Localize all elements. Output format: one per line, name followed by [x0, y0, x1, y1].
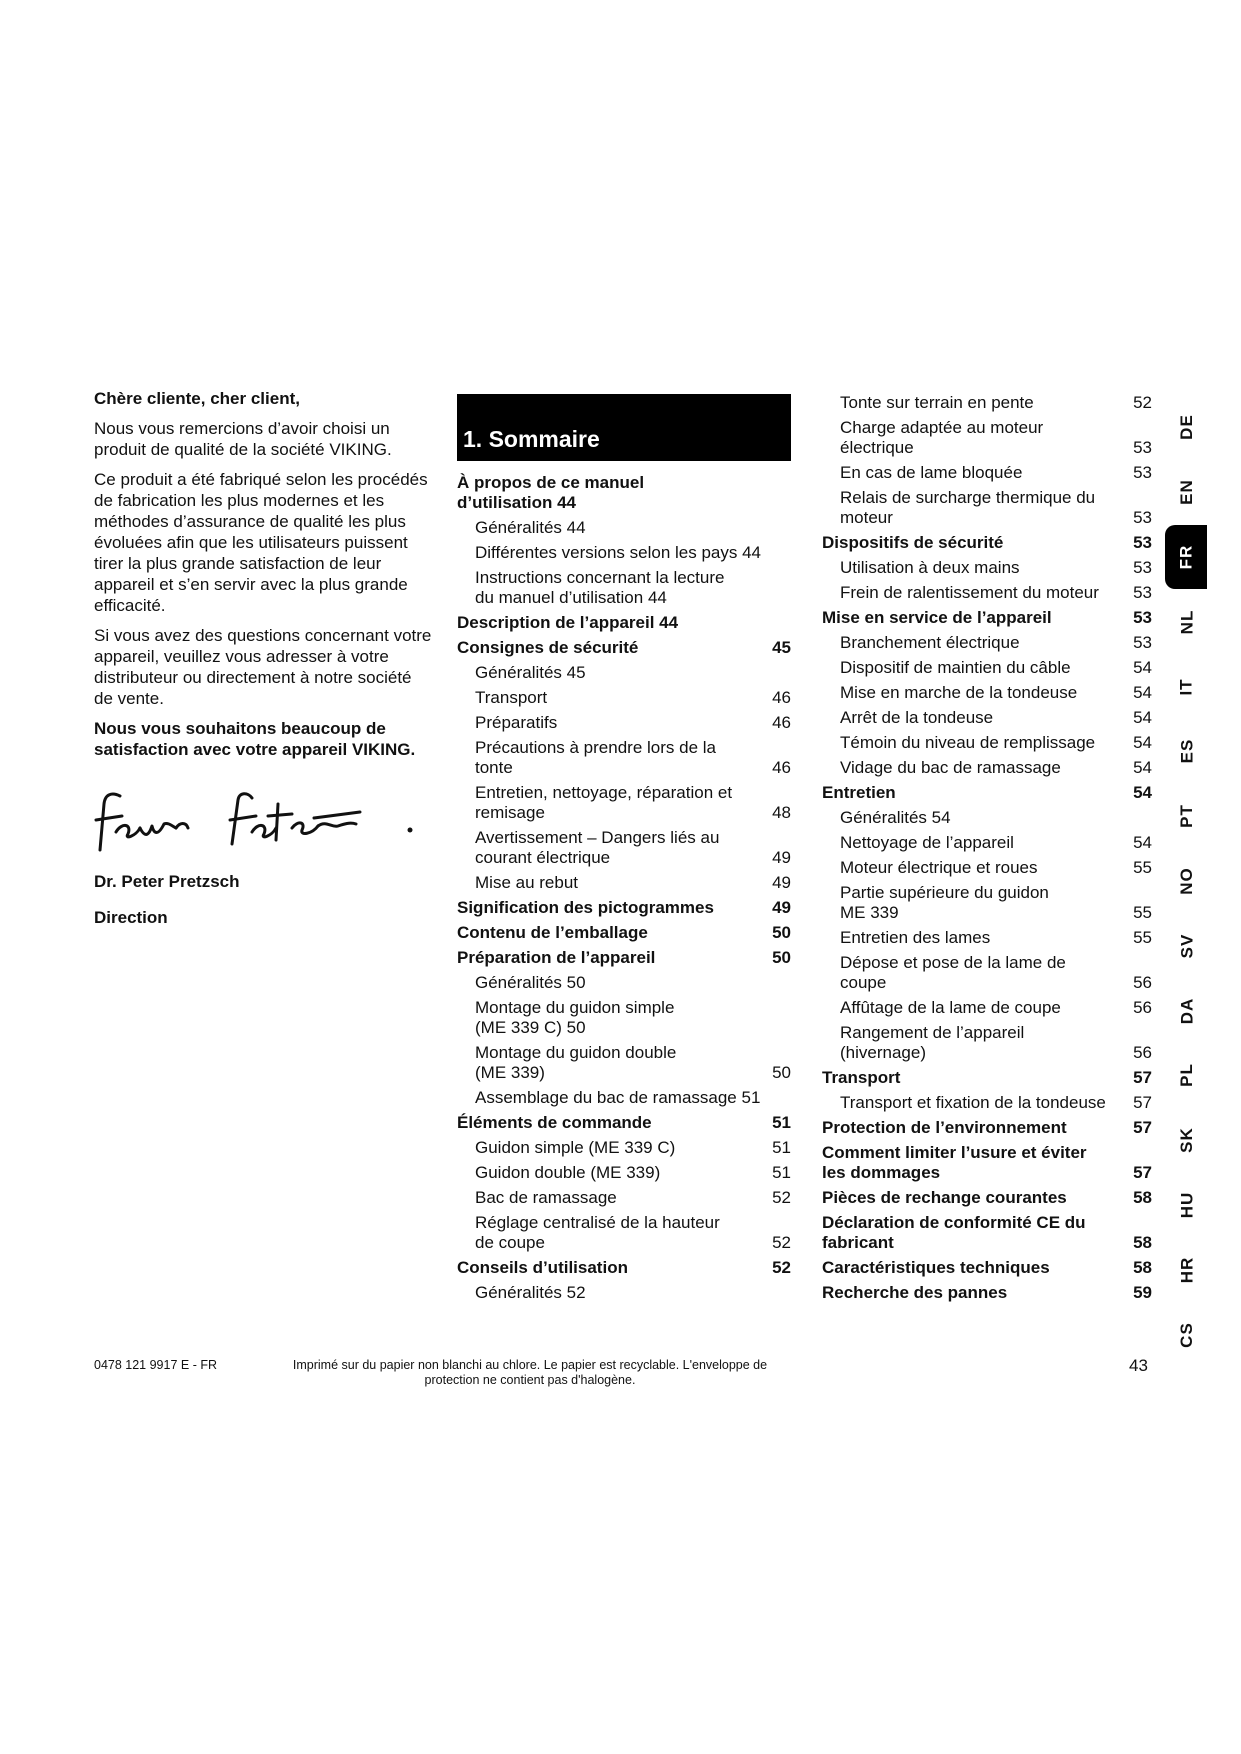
toc-entry-page: 54 [1133, 683, 1152, 702]
toc-column-middle [457, 394, 791, 1308]
language-tab-label: HU [1177, 1191, 1196, 1219]
toc-subsection-entry [457, 998, 791, 1038]
language-tab-pt [1167, 784, 1207, 849]
toc-entry-title: Protection de l’environnement [822, 1118, 1067, 1137]
toc-entry-page: 50 [772, 1063, 791, 1082]
toc-entry-title: Guidon simple (ME 339 C) [475, 1138, 676, 1157]
toc-entry-title: Affûtage de la lame de coupe [840, 998, 1061, 1017]
toc-subsection-entry [822, 708, 1152, 728]
toc-entry-title: Généralités 50 [475, 973, 586, 992]
language-tab-label: NO [1177, 867, 1196, 895]
toc-entry-title: Avertissement – Dangers liés au courant électrique [475, 828, 720, 867]
toc-subsection-entry [457, 1138, 791, 1158]
toc-section-entry [457, 923, 791, 943]
letter-closing: Nous vous souhaitons beaucoup de satisfaction avec votre appareil VIKING. [94, 719, 416, 759]
toc-entry-title: Guidon double (ME 339) [475, 1163, 661, 1182]
toc-entry-page: 54 [1133, 833, 1152, 852]
toc-subsection-entry [822, 858, 1152, 878]
toc-entry-title: Mise en marche de la tondeuse [840, 683, 1078, 702]
toc-entry-title: Mise au rebut [475, 873, 578, 892]
toc-subsection-entry [822, 583, 1152, 603]
toc-entry-page: 53 [1133, 438, 1152, 457]
language-tab-label: IT [1176, 678, 1196, 696]
language-tab-it [1167, 654, 1207, 719]
toc-entry-page: 59 [1133, 1283, 1152, 1302]
toc-entry-page: 53 [1133, 463, 1152, 482]
document-code: 0478 121 9917 E - FR [94, 1358, 217, 1372]
toc-subsection-entry [457, 1283, 791, 1303]
toc-entry-title: Nettoyage de l’appareil [840, 833, 1014, 852]
toc-entry-page: 57 [1133, 1093, 1152, 1112]
toc-entry-title: Dispositif de maintien du câble [840, 658, 1071, 677]
toc-section-entry [457, 1113, 791, 1133]
toc-entry-title: Déclaration de conformité CE du fabricant [822, 1213, 1086, 1252]
language-tab-nl [1167, 589, 1207, 654]
language-tab-hr [1167, 1237, 1207, 1302]
toc-entry-page: 55 [1133, 858, 1152, 877]
toc-section-entry [457, 613, 791, 633]
signer-name: Dr. Peter Pretzsch [94, 872, 240, 891]
toc-subsection-entry [822, 928, 1152, 948]
toc-subsection-entry [457, 663, 791, 683]
toc-subsection-entry [457, 568, 791, 608]
toc-entry-title: Différentes versions selon les pays 44 [475, 543, 762, 562]
toc-entry-page: 52 [1133, 393, 1152, 412]
toc-entry-title: Caractéristiques techniques [822, 1258, 1050, 1277]
paper-note: Imprimé sur du papier non blanchi au chlore. Le papier est recyclable. L'enveloppe de protection ne contient pas d'halogène. [292, 1358, 768, 1387]
toc-column-right [822, 393, 1152, 1308]
toc-entry-title: Moteur électrique et roues [840, 858, 1038, 877]
toc-entry-title: Description de l’appareil 44 [457, 613, 679, 632]
toc-subsection-entry [457, 1188, 791, 1208]
toc-subsection-entry [457, 1213, 791, 1253]
toc-entry-page: 53 [1133, 633, 1152, 652]
toc-subsection-entry [822, 683, 1152, 703]
toc-entry-title: Mise en service de l’appareil [822, 608, 1052, 627]
toc-entry-title: Dépose et pose de la lame de coupe [840, 953, 1066, 992]
toc-subsection-entry [457, 1163, 791, 1183]
toc-title: 1. Sommaire [457, 394, 791, 461]
toc-entry-title: Recherche des pannes [822, 1283, 1008, 1302]
toc-subsection-entry [457, 713, 791, 733]
language-tab-sv [1167, 913, 1207, 978]
toc-entry-title: Dispositifs de sécurité [822, 533, 1004, 552]
toc-entry-title: Signification des pictogrammes [457, 898, 714, 917]
toc-entry-page: 54 [1133, 658, 1152, 677]
toc-entry-page: 58 [1133, 1188, 1152, 1207]
toc-section-entry [822, 1258, 1152, 1278]
language-tabs [1167, 395, 1207, 1367]
toc-subsection-entry [822, 833, 1152, 853]
toc-entry-title: Généralités 45 [475, 663, 586, 682]
toc-entry-title: Utilisation à deux mains [840, 558, 1020, 577]
toc-section-entry [822, 1188, 1152, 1208]
toc-entry-title: Consignes de sécurité [457, 638, 639, 657]
toc-list [822, 393, 1152, 1303]
toc-subsection-entry [457, 873, 791, 893]
toc-entry-page: 56 [1133, 973, 1152, 992]
language-tab-label: CS [1177, 1321, 1196, 1348]
toc-section-entry [822, 1143, 1152, 1183]
toc-subsection-entry [822, 808, 1152, 828]
language-tab-label: SK [1177, 1127, 1196, 1153]
toc-entry-page: 48 [772, 803, 791, 822]
toc-entry-title: Contenu de l’emballage [457, 923, 648, 942]
toc-entry-page: 53 [1133, 583, 1152, 602]
toc-subsection-entry [822, 633, 1152, 653]
toc-entry-page: 53 [1133, 508, 1152, 527]
signer-title: Direction [94, 908, 168, 927]
toc-entry-title: Frein de ralentissement du moteur [840, 583, 1099, 602]
language-tab-label: FR [1175, 544, 1195, 570]
toc-entry-title: Préparation de l’appareil [457, 948, 656, 967]
toc-entry-page: 53 [1133, 533, 1152, 552]
page-number: 43 [1129, 1356, 1148, 1375]
toc-entry-title: Témoin du niveau de remplissage [840, 733, 1096, 752]
language-tab-label: EN [1177, 479, 1196, 505]
toc-entry-page: 54 [1133, 783, 1152, 802]
toc-subsection-entry [457, 1088, 791, 1108]
toc-entry-page: 51 [772, 1138, 791, 1157]
toc-entry-page: 52 [772, 1233, 791, 1252]
toc-section-entry [822, 1213, 1152, 1253]
toc-entry-title: Montage du guidon simple (ME 339 C) 50 [475, 998, 675, 1037]
toc-subsection-entry [457, 1043, 791, 1083]
toc-subsection-entry [457, 738, 791, 778]
language-tab-label: ES [1177, 739, 1196, 764]
toc-subsection-entry [822, 758, 1152, 778]
toc-section-entry [822, 533, 1152, 553]
toc-entry-title: Arrêt de la tondeuse [840, 708, 994, 727]
toc-entry-page: 54 [1133, 758, 1152, 777]
toc-entry-page: 53 [1133, 558, 1152, 577]
toc-entry-title: Entretien [822, 783, 896, 802]
toc-entry-title: Transport [475, 688, 548, 707]
toc-entry-page: 46 [772, 688, 791, 707]
toc-entry-page: 58 [1133, 1258, 1152, 1277]
toc-entry-title: Réglage centralisé de la hauteur de coupe [475, 1213, 720, 1252]
toc-subsection-entry [822, 418, 1152, 458]
toc-entry-title: Préparatifs [475, 713, 558, 732]
toc-entry-page: 56 [1133, 1043, 1152, 1062]
toc-subsection-entry [822, 488, 1152, 528]
language-tab-de [1167, 395, 1207, 460]
toc-entry-page: 49 [772, 873, 791, 892]
toc-section-entry [457, 638, 791, 658]
toc-entry-title: Éléments de commande [457, 1113, 652, 1132]
language-tab-fr [1165, 525, 1207, 590]
toc-entry-page: 54 [1133, 708, 1152, 727]
toc-subsection-entry [457, 543, 791, 563]
language-tab-da [1167, 978, 1207, 1043]
toc-entry-title: Entretien, nettoyage, réparation et remisage [475, 783, 733, 822]
toc-entry-page: 53 [1133, 608, 1152, 627]
toc-entry-page: 46 [772, 758, 791, 777]
toc-subsection-entry [822, 463, 1152, 483]
toc-entry-title: Transport et fixation de la tondeuse [840, 1093, 1106, 1112]
toc-entry-title: Instructions concernant la lecture du manuel d’utilisation 44 [475, 568, 725, 607]
language-tab-hu [1167, 1173, 1207, 1238]
toc-entry-page: 51 [772, 1113, 791, 1132]
toc-entry-title: Charge adaptée au moteur électrique [840, 418, 1044, 457]
toc-entry-title: Généralités 54 [840, 808, 951, 827]
toc-entry-page: 55 [1133, 928, 1152, 947]
language-tab-label: SV [1177, 933, 1196, 959]
toc-entry-title: Pièces de rechange courantes [822, 1188, 1067, 1207]
letter-paragraph: Si vous avez des questions concernant votre appareil, veuillez vous adresser à votre distributeur ou directement à notre société de vente. [94, 626, 432, 708]
toc-section-entry [822, 783, 1152, 803]
language-tab-pl [1167, 1043, 1207, 1108]
letter-paragraph: Nous vous remercions d’avoir choisi un produit de qualité de la société VIKING. [94, 419, 392, 459]
toc-entry-title: À propos de ce manuel d’utilisation 44 [457, 473, 645, 512]
toc-subsection-entry [822, 393, 1152, 413]
toc-entry-title: Transport [822, 1068, 901, 1087]
toc-subsection-entry [457, 973, 791, 993]
toc-subsection-entry [457, 828, 791, 868]
toc-entry-page: 56 [1133, 998, 1152, 1017]
language-tab-label: DA [1177, 997, 1196, 1024]
toc-entry-page: 49 [772, 898, 791, 917]
toc-section-entry [822, 1118, 1152, 1138]
language-tab-sk [1167, 1108, 1207, 1173]
toc-section-entry [822, 608, 1152, 628]
toc-entry-page: 52 [772, 1258, 791, 1277]
toc-entry-title: Conseils d’utilisation [457, 1258, 628, 1277]
toc-entry-title: Comment limiter l’usure et éviter les dommages [822, 1143, 1087, 1182]
toc-entry-title: Vidage du bac de ramassage [840, 758, 1061, 777]
toc-entry-title: Tonte sur terrain en pente [840, 393, 1034, 412]
language-tab-label: PL [1176, 1063, 1196, 1088]
language-tab-no [1167, 849, 1207, 914]
toc-subsection-entry [457, 688, 791, 708]
intro-letter [94, 388, 434, 937]
toc-entry-page: 50 [772, 923, 791, 942]
toc-entry-title: Relais de surcharge thermique du moteur [840, 488, 1096, 527]
toc-section-entry [457, 948, 791, 968]
toc-entry-page: 52 [772, 1188, 791, 1207]
toc-entry-page: 54 [1133, 733, 1152, 752]
toc-subsection-entry [457, 518, 791, 538]
toc-entry-title: En cas de lame bloquée [840, 463, 1023, 482]
toc-entry-page: 55 [1133, 903, 1152, 922]
toc-list [457, 473, 791, 1303]
toc-entry-page: 57 [1133, 1068, 1152, 1087]
toc-entry-title: Bac de ramassage [475, 1188, 617, 1207]
toc-section-entry [457, 473, 791, 513]
toc-entry-page: 50 [772, 948, 791, 967]
toc-entry-page: 58 [1133, 1233, 1152, 1252]
toc-entry-page: 57 [1133, 1118, 1152, 1137]
language-tab-label: HR [1177, 1256, 1196, 1284]
toc-section-entry [822, 1068, 1152, 1088]
toc-subsection-entry [822, 733, 1152, 753]
toc-entry-page: 45 [772, 638, 791, 657]
language-tab-label: PT [1176, 804, 1196, 829]
toc-section-entry [457, 1258, 791, 1278]
toc-entry-page: 57 [1133, 1163, 1152, 1182]
toc-entry-title: Généralités 44 [475, 518, 586, 537]
toc-subsection-entry [822, 1093, 1152, 1113]
toc-section-entry [457, 898, 791, 918]
language-tab-label: NL [1176, 609, 1196, 635]
language-tab-en [1167, 460, 1207, 525]
toc-subsection-entry [822, 1023, 1152, 1063]
toc-entry-title: Partie supérieure du guidon ME 339 [840, 883, 1049, 922]
toc-subsection-entry [822, 998, 1152, 1018]
toc-entry-title: Rangement de l’appareil (hivernage) [840, 1023, 1025, 1062]
toc-subsection-entry [457, 783, 791, 823]
toc-entry-title: Généralités 52 [475, 1283, 586, 1302]
letter-greeting: Chère cliente, cher client, [94, 389, 300, 408]
toc-subsection-entry [822, 558, 1152, 578]
language-tab-cs [1167, 1302, 1207, 1367]
toc-section-entry [822, 1283, 1152, 1303]
language-tab-label: DE [1177, 414, 1196, 441]
toc-entry-title: Entretien des lames [840, 928, 991, 947]
toc-subsection-entry [822, 658, 1152, 678]
toc-entry-title: Montage du guidon double (ME 339) [475, 1043, 677, 1082]
toc-subsection-entry [822, 883, 1152, 923]
toc-entry-page: 49 [772, 848, 791, 867]
toc-entry-page: 51 [772, 1163, 791, 1182]
language-tab-es [1167, 719, 1207, 784]
toc-entry-title: Précautions à prendre lors de la tonte [475, 738, 716, 777]
toc-entry-title: Assemblage du bac de ramassage 51 [475, 1088, 761, 1107]
toc-entry-title: Branchement électrique [840, 633, 1020, 652]
letter-paragraph: Ce produit a été fabriqué selon les procédés de fabrication les plus modernes et les méthodes d’assurance de qualité les plus évoluées afin que les utilisateurs puissent tirer la plus grande satisfaction de leur appareil et s’en servir avec la plus grande efficacité. [94, 470, 428, 615]
signature-image [92, 782, 434, 857]
toc-entry-page: 46 [772, 713, 791, 732]
toc-subsection-entry [822, 953, 1152, 993]
